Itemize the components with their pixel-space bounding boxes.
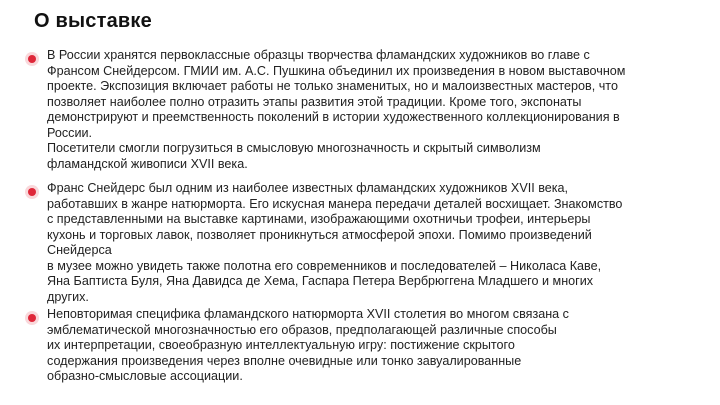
text-line: эмблематической многозначностью его образов, предполагающей различные способы (47, 322, 557, 337)
text-line: позволяет наиболее полно отразить этапы развития этой традиции. Кроме того, экспонаты (47, 94, 582, 109)
paragraph-snyders (28, 181, 698, 305)
page-title: О выставке (34, 10, 152, 32)
text-line: кухонь и торговых лавок, позволяет проникнуться атмосферой эпохи. Помимо произведений (47, 227, 592, 242)
text-line: Посетители смогли погрузиться в смысловую многозначность и скрытый символизм (47, 141, 541, 155)
bullet-icon (28, 55, 36, 63)
paragraph-text (47, 307, 698, 385)
text-line: Франсом Снейдерсом. ГМИИ им. А.С. Пушкина объединил их произведения в новом выставочном (47, 63, 626, 78)
text-line: Снейдерса (47, 243, 112, 257)
paragraph-still-life (28, 307, 698, 385)
text-line: фламандской живописи XVII века. (47, 156, 248, 171)
paragraph-intro (28, 48, 698, 172)
text-line: работавших в жанре натюрморта. Его искусная манера передачи деталей восхищает. Знакомство (47, 196, 623, 211)
text-line: содержания произведения через вполне очевидные или тонко завуалированные (47, 353, 522, 368)
text-line: других. (47, 289, 89, 304)
text-line: Яна Баптиста Буля, Яна Давидса де Хема, Гаспара Петера Вербрюггена Младшего и многих (47, 274, 594, 288)
bullet-icon (28, 314, 36, 322)
paragraph-text (47, 48, 698, 172)
text-line: Неповторимая специфика фламандского натюрморта XVII столетия во многом связана с (47, 307, 569, 321)
text-line: России. (47, 125, 93, 140)
paragraph-text (47, 181, 698, 305)
text-line: В России хранятся первоклассные образцы творчества фламандских художников во главе с (47, 48, 590, 62)
text-line: их интерпретации, своеобразную интеллектуальную игру: постижение скрытого (47, 338, 515, 352)
text-line: проекте. Экспозиция включает работы не только знаменитых, но и малоизвестных мастеров, что (47, 79, 618, 93)
text-line: с представленными на выставке картинами, изображающими охотничьи трофеи, интерьеры (47, 212, 591, 226)
text-line: демонстрируют и преемственность поколений в истории художественного коллекционирования в (47, 110, 620, 124)
text-line: Франс Снейдерс был одним из наиболее известных фламандских художников XVII века, (47, 181, 569, 195)
text-line: образно-смысловые ассоциации. (47, 369, 243, 383)
text-line: в музее можно увидеть также полотна его современников и последователей – Николаса Каве, (47, 258, 602, 273)
bullet-icon (28, 188, 36, 196)
